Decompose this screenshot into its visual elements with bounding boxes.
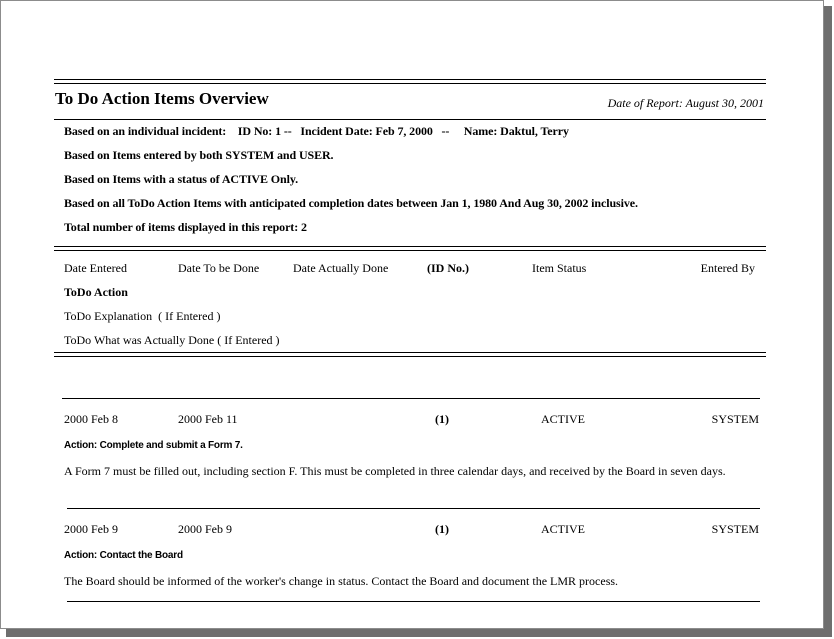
item-date-to-be-done: 2000 Feb 9 [178,522,232,536]
date-of-report: Date of Report: August 30, 2001 [607,96,764,110]
criteria-status: Based on Items with a status of ACTIVE Only. [64,172,298,186]
item-action: Action: Contact the Board [64,550,183,561]
item-date-entered: 2000 Feb 8 [64,412,118,426]
title-top-rule [54,79,766,80]
col-todo-explanation: ToDo Explanation ( If Entered ) [64,309,221,323]
item-date-to-be-done: 2000 Feb 11 [178,412,238,426]
col-date-to-be-done: Date To be Done [178,261,260,275]
item-status: ACTIVE [541,522,585,536]
item-action: Action: Complete and submit a Form 7. [64,440,243,451]
criteria-incident: Based on an individual incident: ID No: 1 -- Incident Date: Feb 7, 2000 -- Name: Daktul, Terry [64,124,569,138]
criteria-entered-by: Based on Items entered by both SYSTEM and USER. [64,148,334,162]
col-todo-what-done: ToDo What was Actually Done ( If Entered ) [64,333,280,347]
page-shadow-bottom [6,629,832,637]
item-separator [67,508,760,509]
col-date-actually-done: Date Actually Done [293,261,389,275]
col-id-no: (ID No.) [427,261,469,275]
item-status: ACTIVE [541,412,585,426]
col-item-status: Item Status [532,261,587,275]
item-entered-by: SYSTEM [711,522,759,536]
item-separator [62,398,760,399]
item-explanation: The Board should be informed of the worker's change in status. Contact the Board and document the LMR process. [64,574,619,588]
header-bottom-rule [54,352,766,353]
title-top-rule-2 [54,83,766,84]
header-top-rule [54,246,766,247]
item-id-no: (1) [435,522,449,536]
header-top-rule-2 [54,250,766,251]
item-separator [67,601,760,602]
header-bottom-rule-2 [54,356,766,357]
item-date-entered: 2000 Feb 9 [64,522,118,536]
report-title: To Do Action Items Overview [55,89,269,108]
item-entered-by: SYSTEM [711,412,759,426]
col-todo-action: ToDo Action [64,285,128,299]
criteria-date-range: Based on all ToDo Action Items with anticipated completion dates between Jan 1, 1980 And Aug 30, 2002 inclusive. [64,196,638,210]
criteria-total: Total number of items displayed in this report: 2 [64,220,307,234]
col-entered-by: Entered By [700,261,755,275]
page-shadow-right [824,6,832,634]
col-date-entered: Date Entered [64,261,127,275]
item-explanation: A Form 7 must be filled out, including section F. This must be completed in three calendar days, and received by the Board in seven days. [64,464,726,478]
item-id-no: (1) [435,412,449,426]
title-bottom-rule [54,119,766,120]
